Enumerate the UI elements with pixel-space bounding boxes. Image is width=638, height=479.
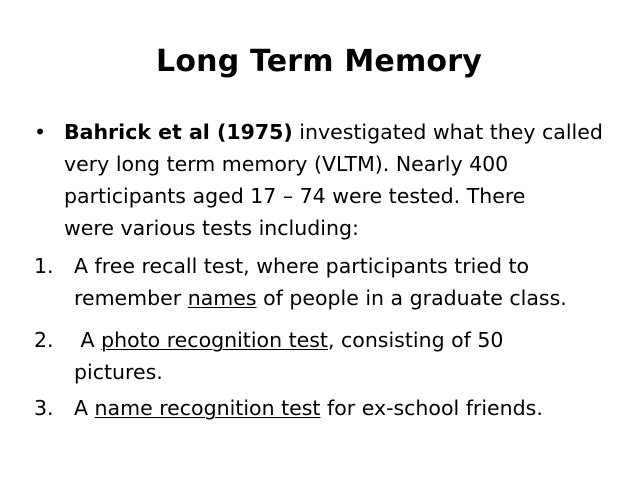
bullet-line-3: participants aged 17 – 74 were tested. There: [64, 184, 526, 208]
item-2-line-2: pictures.: [74, 360, 163, 384]
item-3-line-1: [74, 392, 624, 424]
underlined-term-photo-recognition: photo recognition test: [101, 328, 328, 352]
slide-title: Long Term Memory: [156, 44, 482, 79]
item-2-line-1-post: , consisting of 50: [327, 328, 504, 352]
list-number: 3.: [34, 396, 54, 420]
list-number: 2.: [34, 328, 54, 352]
bullet-marker: •: [34, 120, 47, 144]
list-item-3: [34, 392, 624, 424]
citation: Bahrick et al (1975): [64, 120, 293, 144]
list-item-1: [34, 250, 624, 314]
item-3-line-1-pre: A: [74, 396, 95, 420]
bullet-paragraph: [34, 116, 614, 244]
list-item-text: [74, 250, 624, 314]
list-number: 1.: [34, 254, 54, 278]
underlined-term-name-recognition: name recognition test: [94, 396, 321, 420]
list-item-text: [74, 324, 624, 388]
underlined-term-names: names: [187, 286, 257, 310]
bullet-line-1: [64, 116, 614, 148]
list-item-2: [34, 324, 624, 388]
list-item-text: [74, 392, 624, 424]
bullet-text: [64, 116, 614, 244]
item-3-line-1-post: for ex-school friends.: [320, 396, 543, 420]
item-2-line-1-pre: A: [74, 328, 102, 352]
bullet-line-2: very long term memory (VLTM). Nearly 400: [64, 152, 509, 176]
item-1-line-1: A free recall test, where participants tried to: [74, 254, 530, 278]
item-1-line-2: [74, 282, 624, 314]
item-1-line-2-post: of people in a graduate class.: [256, 286, 567, 310]
item-2-line-1: [74, 324, 624, 356]
bullet-line-1-rest: investigated what they called: [292, 120, 603, 144]
bullet-line-4: were various tests including:: [64, 216, 359, 240]
item-1-line-2-pre: remember: [74, 286, 188, 310]
